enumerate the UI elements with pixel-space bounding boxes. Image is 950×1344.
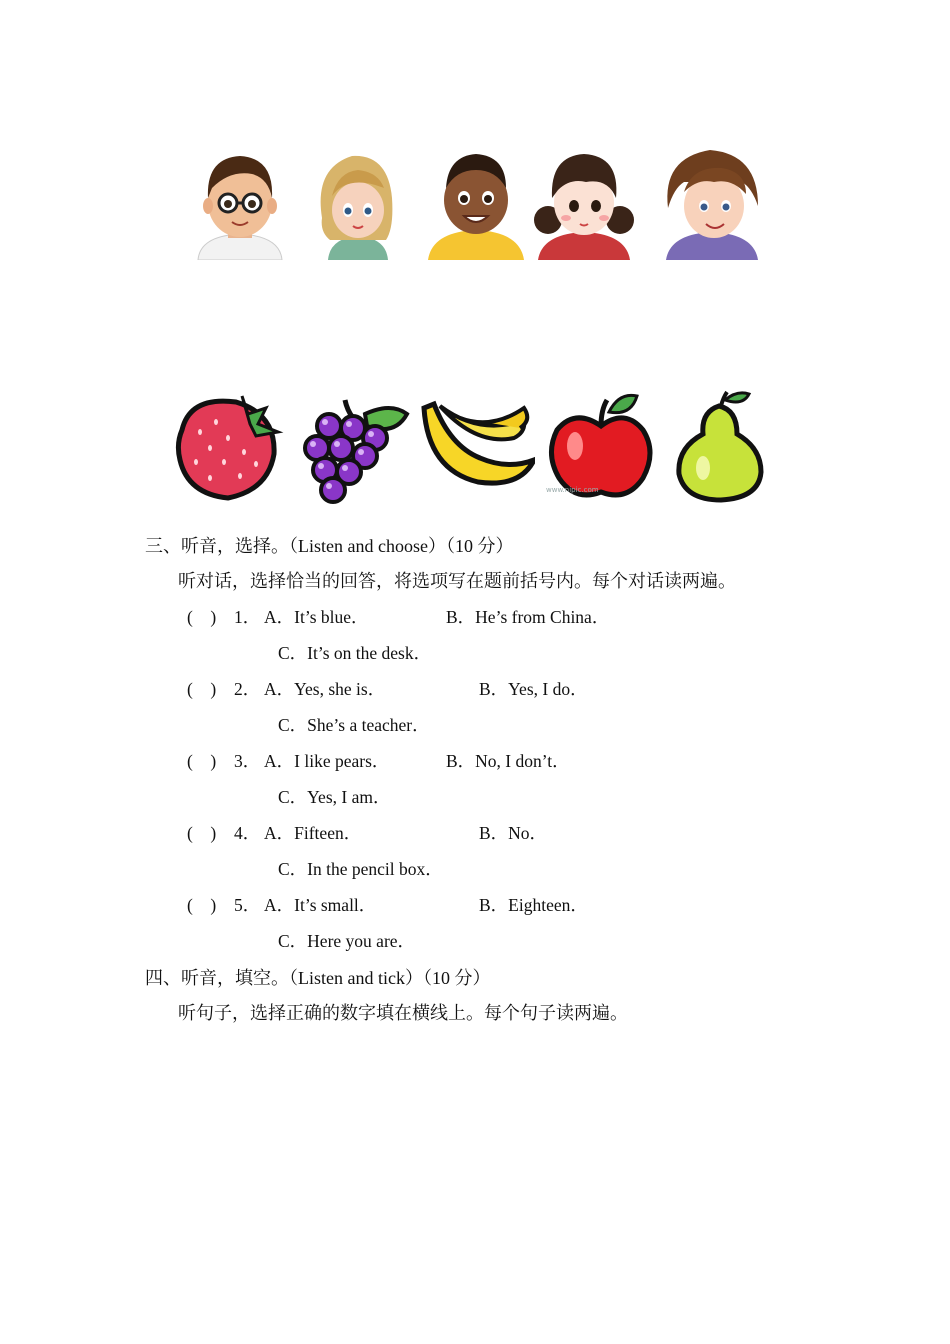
option-b: B．He’s from China． <box>446 607 610 627</box>
section3-instruction: 听对话，选择恰当的回答，将选项写在题前括号内。每个对话读两遍。 <box>178 571 736 592</box>
fruit-illustrations <box>170 390 770 505</box>
option-c: C．Here you are． <box>278 931 416 951</box>
question-number: 3． <box>234 751 261 771</box>
question-number: 5． <box>234 895 261 915</box>
option-c: C．Yes, I am． <box>278 787 391 807</box>
option-a: A．Fifteen． <box>264 823 362 843</box>
question-number: 2． <box>234 679 261 699</box>
section4-heading: 四、听音，填空。（Listen and tick）（10 分） <box>145 968 491 988</box>
strawberry-image <box>170 390 285 505</box>
section3-heading: 三、听音，选择。（Listen and choose）（10 分） <box>145 536 514 556</box>
answer-blank[interactable]: ( ) <box>187 895 217 915</box>
question-number: 1． <box>234 607 261 627</box>
option-c: C．It’s on the desk． <box>278 643 432 663</box>
option-b: B．Yes, I do． <box>479 679 588 699</box>
pear-image <box>667 390 782 505</box>
boy-purple-image <box>662 148 762 260</box>
section4-instruction: 听句子，选择正确的数字填在横线上。每个句子读两遍。 <box>178 1003 628 1024</box>
answer-blank[interactable]: ( ) <box>187 823 217 843</box>
answer-blank[interactable]: ( ) <box>187 751 217 771</box>
option-a: A．Yes, she is． <box>264 679 386 699</box>
option-c: C．In the pencil box． <box>278 859 443 879</box>
boy-glasses-image <box>190 148 290 260</box>
girl-blonde-image <box>308 148 408 260</box>
option-a: A．It’s blue． <box>264 607 369 627</box>
answer-blank[interactable]: ( ) <box>187 607 217 627</box>
option-b: B．No． <box>479 823 548 843</box>
question-number: 4． <box>234 823 261 843</box>
girl-pigtails-image <box>534 148 634 260</box>
option-b: B．No, I don’t． <box>446 751 570 771</box>
boy-yellow-image <box>426 148 526 260</box>
option-a: A．It’s small． <box>264 895 377 915</box>
watermark-text: www.nipic.com <box>546 486 599 494</box>
grapes-image <box>295 390 410 505</box>
banana-image <box>420 390 535 505</box>
children-illustrations <box>190 148 770 260</box>
option-a: A．I like pears． <box>264 751 390 771</box>
option-c: C．She’s a teacher． <box>278 715 430 735</box>
option-b: B．Eighteen． <box>479 895 588 915</box>
answer-blank[interactable]: ( ) <box>187 679 217 699</box>
